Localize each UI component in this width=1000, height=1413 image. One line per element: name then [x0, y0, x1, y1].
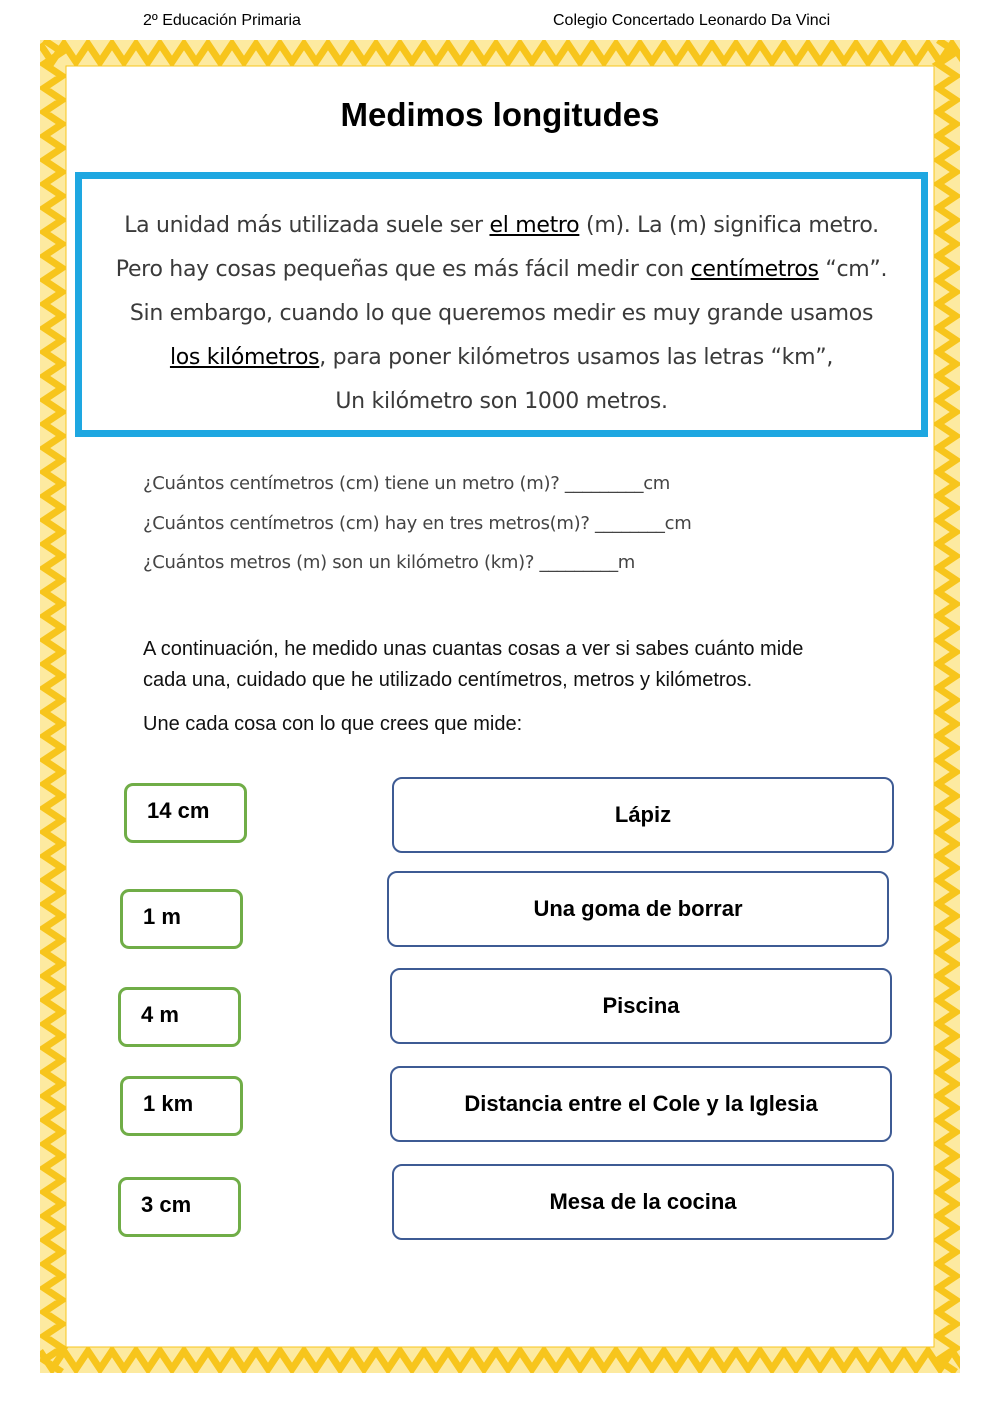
object-card[interactable]: Piscina — [390, 968, 892, 1044]
measure-card[interactable]: 1 km — [120, 1076, 243, 1136]
info-line-2: Pero hay cosas pequeñas que es más fácil medir con centímetros “cm”. — [115, 257, 888, 282]
term-centimetros: centímetros — [690, 257, 819, 282]
term-metro: el metro — [489, 213, 580, 238]
object-card[interactable]: Distancia entre el Cole y la Iglesia — [390, 1066, 892, 1142]
object-card[interactable]: Mesa de la cocina — [392, 1164, 894, 1240]
object-card[interactable]: Una goma de borrar — [387, 871, 889, 947]
question-1: ¿Cuántos centímetros (cm) tiene un metro (m)? _________cm — [143, 473, 671, 494]
measure-card[interactable]: 4 m — [118, 987, 241, 1047]
object-card[interactable]: Lápiz — [392, 777, 894, 853]
header-grade: 2º Educación Primaria — [143, 12, 301, 29]
measure-card[interactable]: 1 m — [120, 889, 243, 949]
instructions-line-3: Une cada cosa con lo que crees que mide: — [143, 713, 523, 735]
measure-card[interactable]: 3 cm — [118, 1177, 241, 1237]
term-kilometros: los kilómetros — [169, 345, 320, 370]
instructions-line-2: cada una, cuidado que he utilizado centímetros, metros y kilómetros. — [143, 669, 753, 691]
instructions-line-1: A continuación, he medido unas cuantas cosas a ver si sabes cuánto mide — [143, 638, 804, 660]
page-title: Medimos longitudes — [340, 96, 660, 133]
info-line-1: La unidad más utilizada suele ser el metro (m). La (m) significa metro. — [124, 213, 879, 238]
measure-card[interactable]: 14 cm — [124, 783, 247, 843]
question-3: ¿Cuántos metros (m) son un kilómetro (km)? _________m — [143, 552, 636, 573]
info-line-4: los kilómetros, para poner kilómetros usamos las letras “km”, — [169, 345, 834, 370]
question-2: ¿Cuántos centímetros (cm) hay en tres metros(m)? ________cm — [143, 513, 692, 534]
info-box — [75, 172, 928, 437]
header-school: Colegio Concertado Leonardo Da Vinci — [553, 12, 831, 29]
info-line-3: Sin embargo, cuando lo que queremos medir es muy grande usamos — [129, 301, 874, 326]
info-line-5: Un kilómetro son 1000 metros. — [335, 389, 668, 414]
